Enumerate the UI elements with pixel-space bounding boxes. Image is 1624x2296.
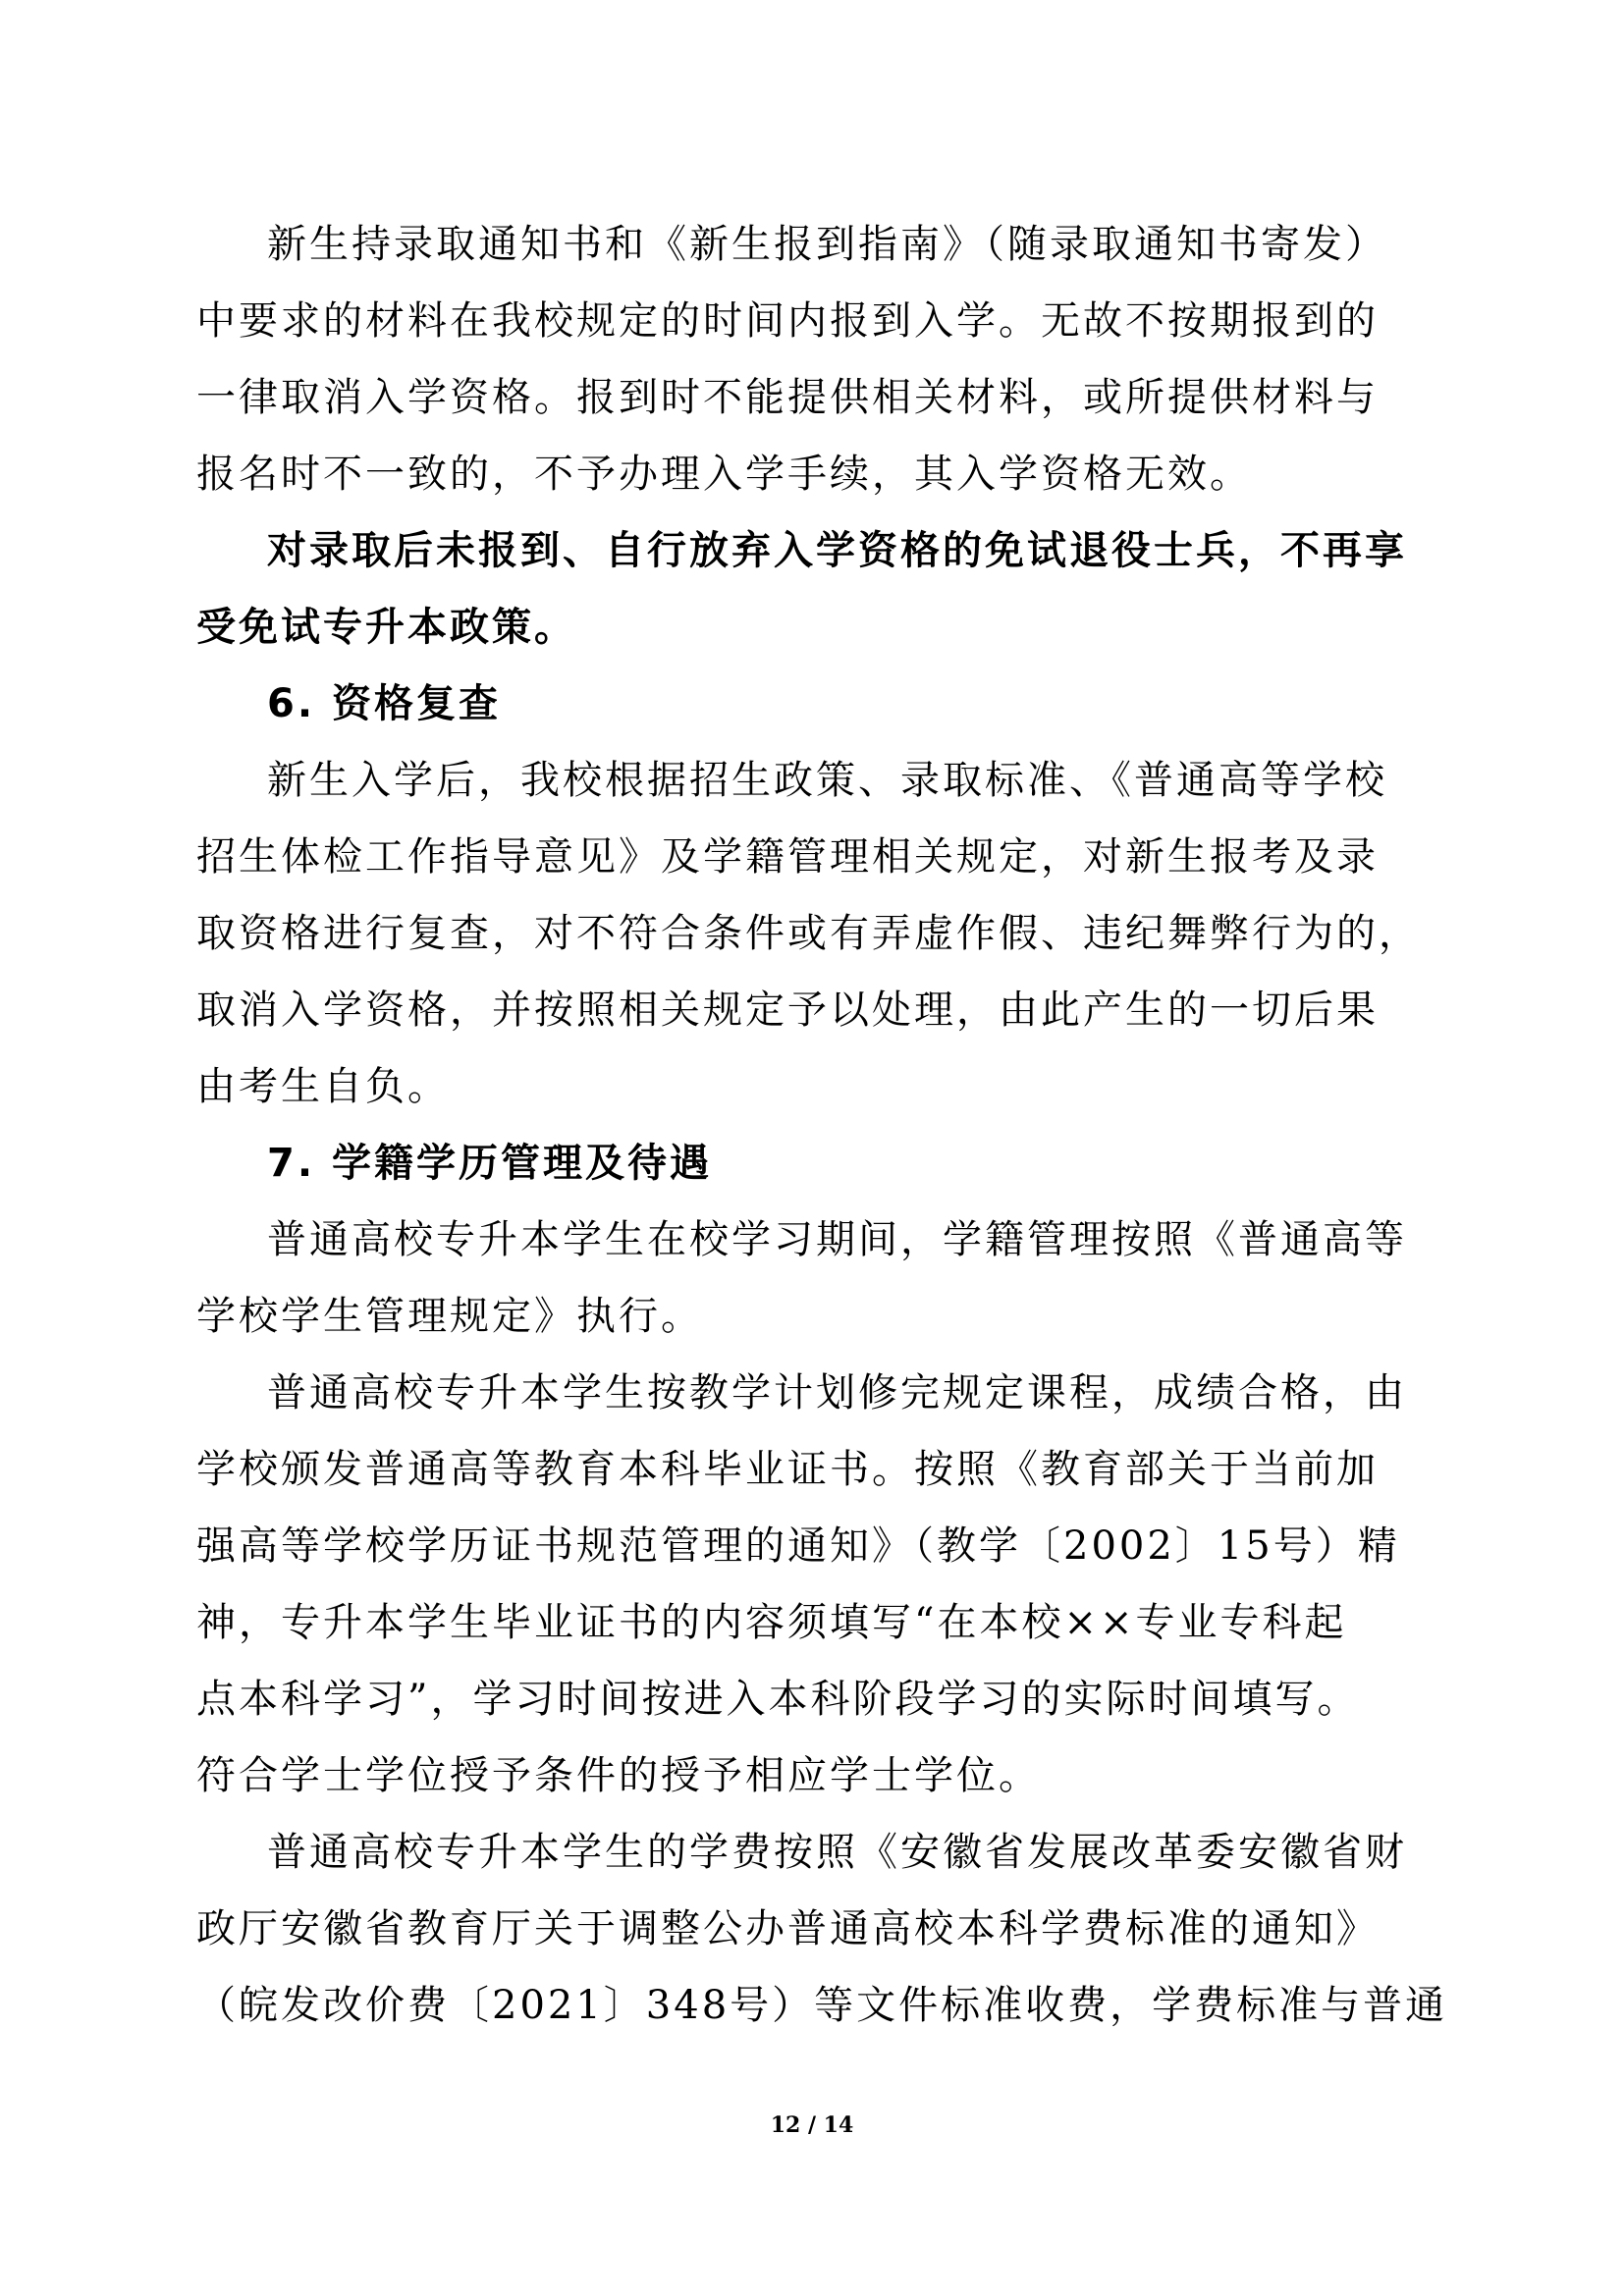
- section-heading: [196, 666, 1435, 742]
- text-line: 点本科学习”，学习时间按进入本科阶段学习的实际时间填写。: [196, 1677, 1360, 1722]
- text-line: 学校学生管理规定》执行。: [196, 1294, 703, 1339]
- text-line: 普通高校专升本学生在校学习期间，学籍管理按照《普通高等: [267, 1217, 1407, 1262]
- text-line: 取资格进行复查，对不符合条件或有弄虚作假、违纪舞弊行为的，: [196, 911, 1421, 956]
- paragraph: [196, 1355, 1435, 1814]
- text-line: 7. 学籍学历管理及待遇: [267, 1141, 712, 1186]
- text-line: 由考生自负。: [196, 1064, 450, 1109]
- text-line: 6. 资格复查: [267, 681, 501, 726]
- paragraph: [196, 742, 1435, 1125]
- paragraph: [196, 206, 1435, 512]
- text-line: （皖发改价费〔2021〕348号）等文件标准收费，学费标准与普通: [196, 1983, 1448, 2028]
- text-line: 招生体检工作指导意见》及学籍管理相关规定，对新生报考及录: [196, 834, 1379, 880]
- text-line: 一律取消入学资格。报到时不能提供相关材料，或所提供材料与: [196, 375, 1379, 420]
- document-body: [196, 206, 1448, 2044]
- text-line: 强高等学校学历证书规范管理的通知》（教学〔2002〕15号）精: [196, 1523, 1400, 1569]
- text-line: 政厅安徽省教育厅关于调整公办普通高校本科学费标准的通知》: [196, 1906, 1379, 1951]
- text-line: 神，专升本学生毕业证书的内容须填写“在本校××专业专科起: [196, 1600, 1347, 1645]
- text-line: 中要求的材料在我校规定的时间内报到入学。无故不按期报到的: [196, 298, 1379, 344]
- paragraph: [196, 1814, 1448, 2044]
- page-number: 12 / 14: [770, 2112, 854, 2138]
- bold-paragraph: [196, 512, 1435, 666]
- text-line: 取消入学资格，并按照相关规定予以处理，由此产生的一切后果: [196, 988, 1379, 1033]
- text-line: 普通高校专升本学生的学费按照《安徽省发展改革委安徽省财: [267, 1830, 1407, 1875]
- text-line: 报名时不一致的，不予办理入学手续，其入学资格无效。: [196, 452, 1252, 497]
- text-line: 新生持录取通知书和《新生报到指南》（随录取通知书寄发）: [267, 222, 1387, 267]
- text-line: 普通高校专升本学生按教学计划修完规定课程，成绩合格，由: [267, 1370, 1407, 1415]
- section-heading: [196, 1125, 1435, 1201]
- text-line: 学校颁发普通高等教育本科毕业证书。按照《教育部关于当前加: [196, 1447, 1379, 1492]
- text-line: 对录取后未报到、自行放弃入学资格的免试退役士兵，不再享: [267, 528, 1407, 573]
- text-line: 符合学士学位授予条件的授予相应学士学位。: [196, 1753, 1041, 1798]
- text-line: 受免试专升本政策。: [196, 605, 576, 650]
- text-line: 新生入学后，我校根据招生政策、录取标准、《普通高等学校: [267, 758, 1387, 803]
- paragraph: [196, 1201, 1435, 1355]
